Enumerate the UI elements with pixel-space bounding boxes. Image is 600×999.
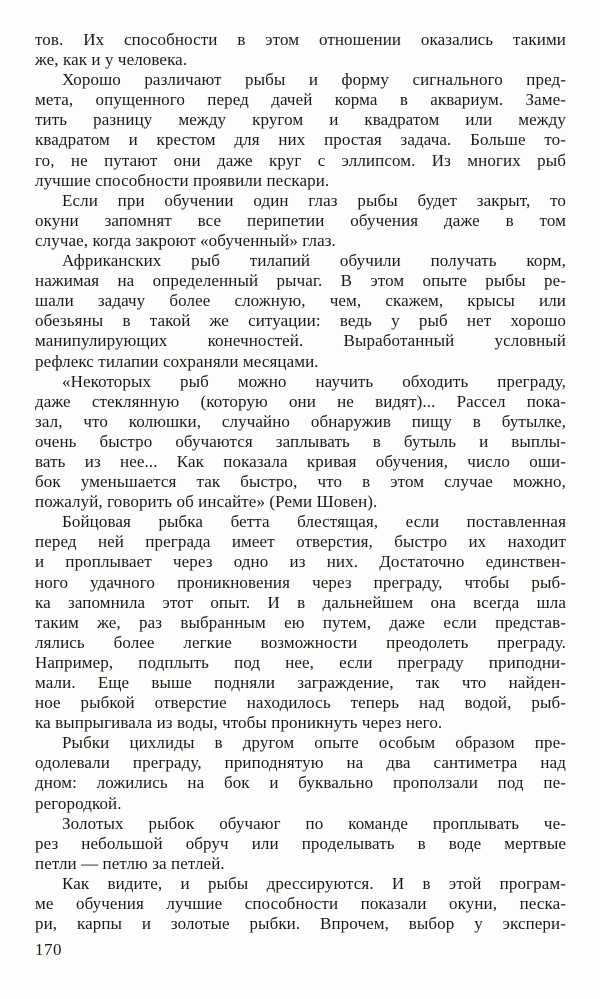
text-line: го, не путают они даже круг с эллипсом. Из многих рыб	[35, 150, 566, 170]
text-line: пожалуй, говорить об инсайте» (Реми Шовен).	[35, 492, 378, 512]
text-line: бок уменьшается так быстро, что в этом случае можно,	[35, 472, 566, 492]
text-line: рефлекс тилапии сохраняли месяцами.	[35, 351, 319, 371]
text-line: рез небольшой обруч или проделывать в воде мертвые	[35, 833, 566, 853]
text-line: Рыбки цихлиды в другом опыте особым образом пре-	[62, 733, 566, 753]
text-line: «Некоторых рыб можно научить обходить преграду,	[62, 371, 566, 391]
text-line: ка выпрыгивала из воды, чтобы проникнуть через него.	[35, 713, 443, 733]
text-line: Золотых рыбок обучаюг по команде проплывать че-	[62, 813, 566, 833]
text-line: нажимая на определенный рычаг. В этом опыте рыбы ре-	[35, 271, 566, 291]
text-line: даже стеклянную (которую они не видят)... Рассел пока-	[35, 391, 566, 411]
text-line: случае, когда закроют «обученный» глаз.	[35, 230, 336, 250]
text-line: лучшие способности проявили пескари.	[35, 170, 330, 190]
text-line: Хорошо различают рыбы и форму сигнального пред-	[62, 70, 566, 90]
text-line: Если при обучении один глаз рыбы будет закрыт, то	[62, 190, 566, 210]
text-line: вать из нее... Как показала кривая обучения, число оши-	[35, 451, 566, 471]
text-line: квадратом и крестом для них простая задача. Больше то-	[35, 130, 566, 150]
text-line: петли — петлю за петлей.	[35, 853, 225, 873]
text-line: тить разницу между кругом и квадратом или между	[35, 110, 566, 130]
text-line: Как видите, и рыбы дрессируются. И в этой програм-	[62, 873, 566, 893]
text-line: перед ней преграда имеет отверстия, быстро их находит	[35, 532, 566, 552]
text-line: ме обучения лучшие способности показали окуни, песка-	[35, 894, 566, 914]
text-line: окуни запомнят все перипетии обучения даже в том	[35, 210, 566, 230]
text-line: мали. Еще выше подняли заграждение, так что найден-	[35, 673, 566, 692]
text-line: Бойцовая рыбка бетта блестящая, если поставленная	[62, 512, 566, 532]
text-line: манипулирующих конечностей. Выработанный условный	[35, 331, 566, 351]
text-line: же, как и у человека.	[35, 50, 188, 70]
text-line: ного удачного проникновения через преграду, чтобы рыб-	[35, 572, 566, 592]
text-line: зал, что колюшки, случайно обнаружив пищу в бутылке,	[35, 411, 566, 431]
page-number: 170	[35, 940, 62, 959]
text-line: обезьяны в такой же ситуации: ведь у рыб нет хорошо	[35, 311, 566, 331]
text-line: дном: ложились на бок и буквально проползали под пе-	[35, 773, 566, 793]
text-line: шали задачу более сложную, чем, скажем, крысы или	[35, 291, 566, 311]
text-line: и проплывает через одно из них. Достаточно единствен-	[35, 552, 566, 572]
text-line: одолевали преграду, приподнятую на два сантиметра над	[35, 753, 566, 773]
text-line: Например, подплыть под нее, если преграду приподни-	[35, 652, 566, 672]
text-line: лялись более легкие возможности преодолеть преграду.	[35, 632, 566, 652]
text-line: ри, карпы и золотые рыбки. Впрочем, выбор у экспери-	[35, 914, 566, 934]
text-line: Африканских рыб тилапий обучили получать корм,	[62, 251, 566, 271]
text-line: ка запомнила этот опыт. И в дальнейшем она всегда шла	[35, 592, 566, 612]
text-line: тов. Их способности в этом отношении оказались такими	[35, 30, 566, 49]
text-line: мета, опущенного перед дачей корма в аквариум. Заме-	[35, 90, 566, 110]
text-line: ное рыбкой отверстие находилось теперь над водой, рыб-	[35, 693, 566, 713]
text-line: очень быстро обучаются заплывать в бутыль и выплы-	[35, 431, 566, 451]
text-line: регородкой.	[35, 793, 122, 813]
text-block	[35, 30, 566, 934]
text-line: таким же, раз выбранным ею путем, даже если представ-	[35, 612, 566, 632]
